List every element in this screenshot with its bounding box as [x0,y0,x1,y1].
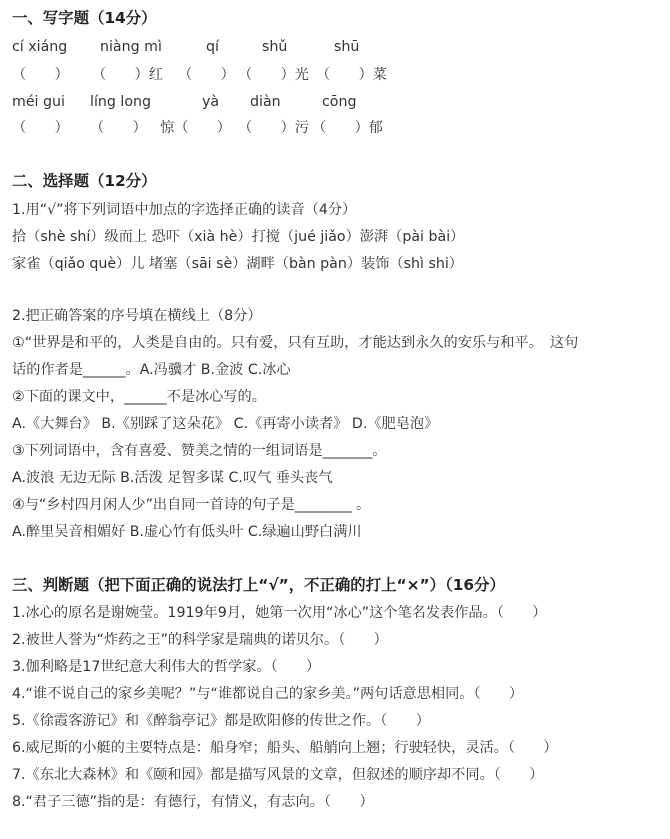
question-2-item-1-line-2: 话的作者是______。A.冯骥才 B.金波 C.冰心 [12,362,291,378]
question-2-item-1-line-1: ①“世界是和平的，人类是自由的。只有爱，只有互助，才能达到永久的安乐与和平。 这句 [12,335,579,351]
question-2-title: 2.把正确答案的序号填在横线上（8分） [12,308,262,324]
question-2-item-4: ④与“乡村四月闲人少”出自同一首诗的句子是________ 。 [12,497,371,513]
blank-row-2 [0,118,670,138]
pinyin: shū [334,39,360,55]
judgement-item: 3.伽利略是17世纪意大利伟大的哲学家。（ ） [12,659,321,675]
section1-heading: 一、写字题（14分） [12,9,157,27]
judgement-item: 4.“谁不说自己的家乡美呢？”与“谁都说自己的家乡美。”两句话意思相同。（ ） [12,686,524,702]
pinyin: shǔ [262,39,288,55]
section2-heading: 二、选择题（12分） [12,172,157,190]
answer-blank: （ ） [90,120,147,136]
judgement-item: 5.《徐霞客游记》和《醉翁亭记》都是欧阳修的传世之作。（ ） [12,713,430,729]
question-1-line-2: 家雀（qiǎo què）儿 堵塞（sāi sè）湖畔（bàn pàn）装饰（shì shi） [12,256,463,272]
judgement-item: 2.被世人誉为“炸药之王”的科学家是瑞典的诺贝尔。（ ） [12,632,388,648]
judgement-item: 6.威尼斯的小艇的主要特点是：船身窄；船头、船艄向上翘；行驶轻快，灵活。（ ） [12,740,558,756]
judgement-item: 1.冰心的原名是谢婉莹。1919年9月，她第一次用“冰心”这个笔名发表作品。（ ） [12,605,547,621]
question-2-item-3: ③下列词语中，含有喜爱、赞美之情的一组词语是_______。 [12,443,387,459]
pinyin: qí [206,39,219,55]
question-2-item-4-options: A.醉里吴音相媚好 B.虚心竹有低头叶 C.绿遍山野白满川 [12,524,362,540]
pinyin: líng long [90,94,152,110]
question-2-item-2-options: A.《大舞台》 B.《别踩了这朵花》 C.《再寄小读者》 D.《肥皂泡》 [12,416,439,432]
pinyin: cí xiáng [12,39,68,55]
judgement-item: 8.“君子三德”指的是：有德行，有情义，有志向。（ ） [12,794,374,810]
pinyin-row-1 [0,37,670,57]
answer-blank: 惊（ ） [160,120,231,136]
question-1-line-1: 拾（shè shí）级而上 恐吓（xià hè）打搅（jué jiǎo）澎湃（pài bài） [12,229,465,245]
blank-row-1 [0,65,670,85]
pinyin: cōng [322,94,357,110]
answer-blank: （ ）红 [92,67,163,83]
pinyin: méi gui [12,94,65,110]
answer-blank: （ ） [12,67,69,83]
answer-blank: （ ） [178,67,235,83]
question-1-title: 1.用“√”将下列词语中加点的字选择正确的读音（4分） [12,202,357,218]
pinyin: diàn [250,94,281,110]
pinyin-row-2 [0,92,670,112]
answer-blank: （ ） [12,120,69,136]
section3-heading: 三、判断题（把下面正确的说法打上“√”，不正确的打上“×”）（16分） [12,576,505,594]
answer-blank: （ ）菜 [316,67,387,83]
judgement-item: 7.《东北大森林》和《颐和园》都是描写风景的文章，但叙述的顺序却不同。（ ） [12,767,544,783]
question-2-item-2: ②下面的课文中，______不是冰心写的。 [12,389,266,405]
answer-blank: （ ）污 [238,120,309,136]
answer-blank: （ ）光 [238,67,309,83]
answer-blank: （ ）郁 [312,120,383,136]
question-2-item-3-options: A.波浪 无边无际 B.活泼 足智多谋 C.叹气 垂头丧气 [12,470,333,486]
pinyin: niàng mì [100,39,162,55]
pinyin: yà [202,94,220,110]
